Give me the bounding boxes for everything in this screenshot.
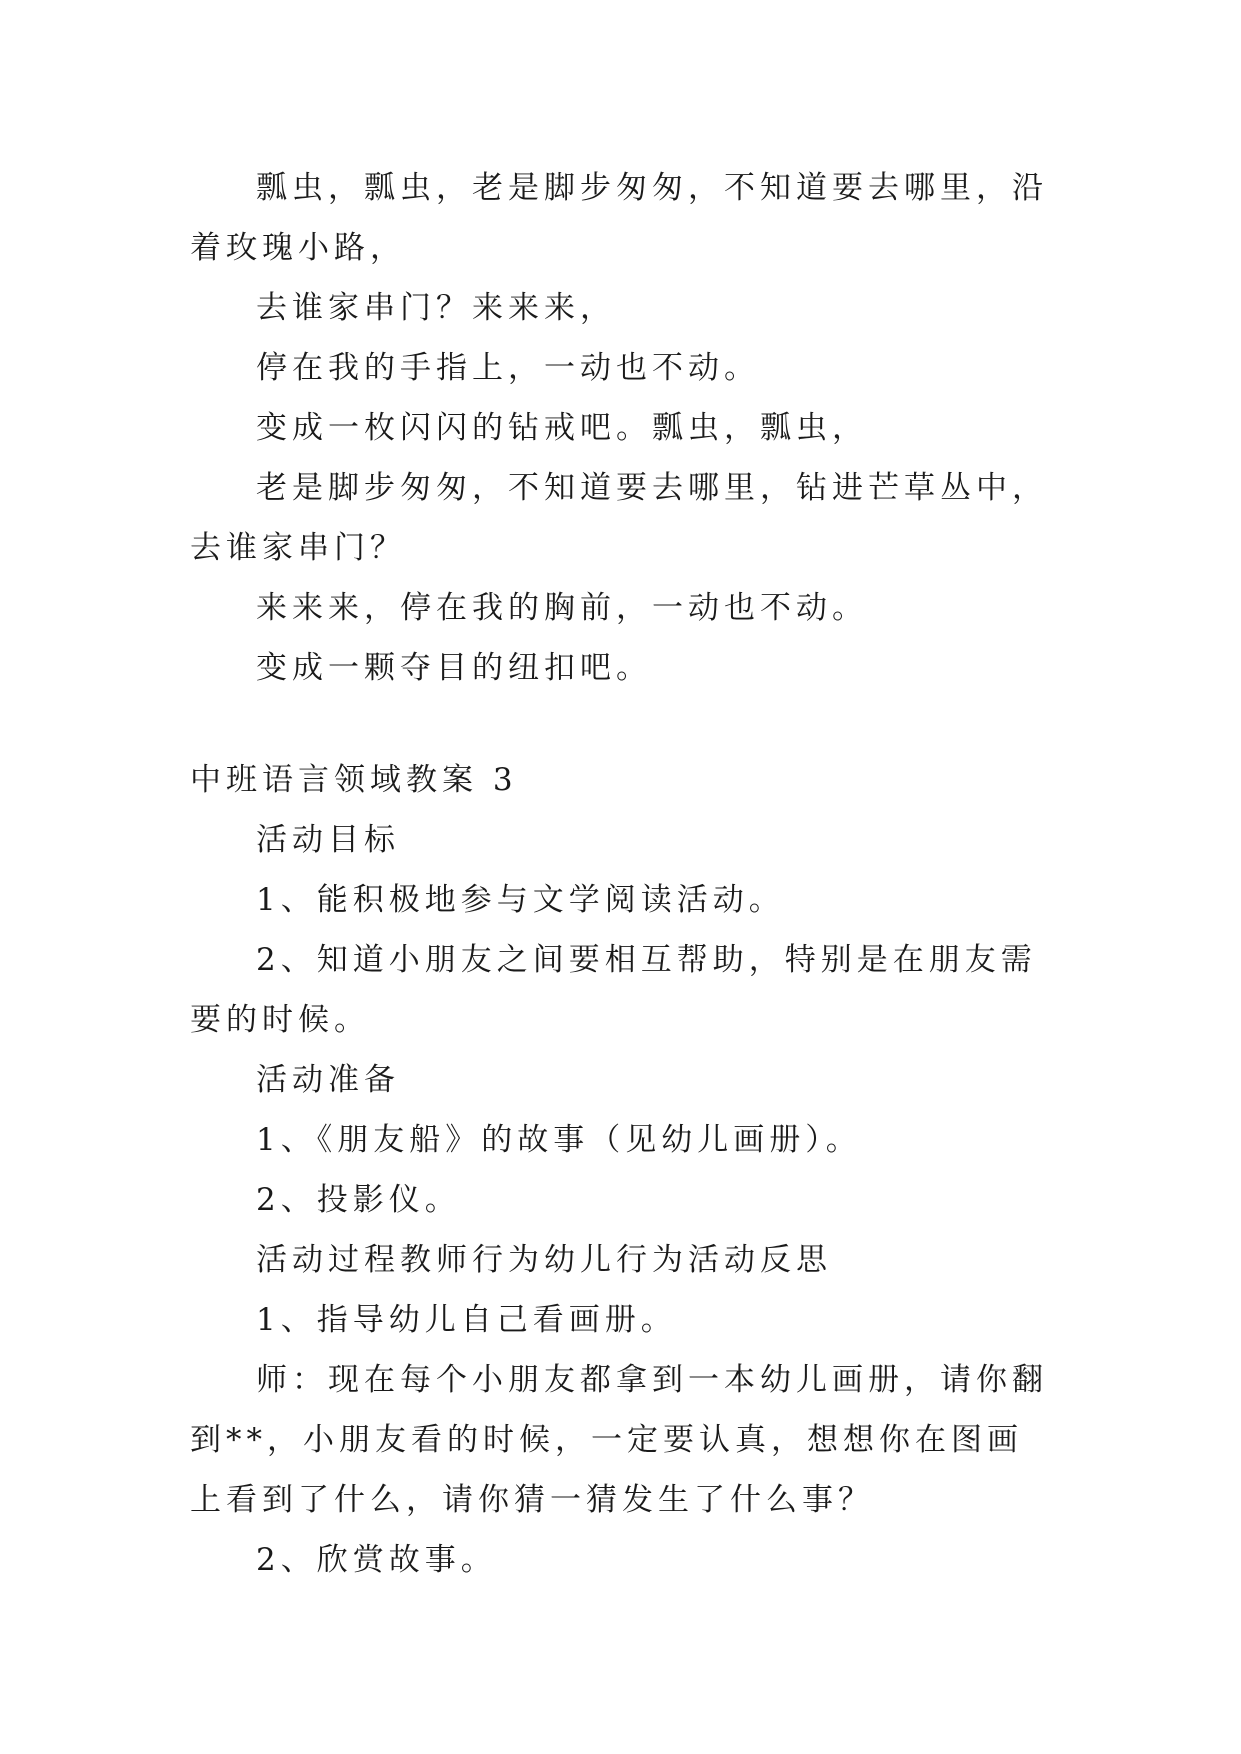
section-gap: [190, 698, 1052, 750]
process-step: 2、欣赏故事。: [256, 1542, 497, 1578]
process-heading: 活动过程教师行为幼儿行为活动反思: [256, 1242, 832, 1278]
goal-item: 2、知道小朋友之间要相互帮助，特别是在朋友需要的时候。: [190, 942, 1037, 1038]
document-body: [190, 158, 1052, 1590]
prep-item: 2、投影仪。: [256, 1182, 461, 1218]
poem-line: 老是脚步匆匆，不知道要去哪里，钻进芒草丛中，去谁家串门？: [190, 470, 1048, 566]
teacher-speech: 师：现在每个小朋友都拿到一本幼儿画册，请你翻到**，小朋友看的时候，一定要认真，想想你在图画上看到了什么，请你猜一猜发生了什么事？: [190, 1362, 1048, 1518]
goal-item: 1、能积极地参与文学阅读活动。: [256, 882, 785, 918]
goals-heading: 活动目标: [256, 822, 400, 858]
poem-line: 停在我的手指上，一动也不动。: [256, 350, 760, 386]
prep-item: 1、《朋友船》的故事（见幼儿画册）。: [256, 1122, 862, 1158]
poem-line: 去谁家串门？来来来，: [256, 290, 616, 326]
poem-line: 变成一枚闪闪的钻戒吧。瓢虫，瓢虫，: [256, 410, 868, 446]
process-step: 1、指导幼儿自己看画册。: [256, 1302, 677, 1338]
poem-line: 变成一颗夺目的纽扣吧。: [256, 650, 652, 686]
section-title: 中班语言领域教案 3: [190, 762, 518, 798]
poem-line: 瓢虫，瓢虫，老是脚步匆匆，不知道要去哪里，沿着玫瑰小路，: [190, 170, 1048, 266]
prep-heading: 活动准备: [256, 1062, 400, 1098]
poem-line: 来来来，停在我的胸前，一动也不动。: [256, 590, 868, 626]
